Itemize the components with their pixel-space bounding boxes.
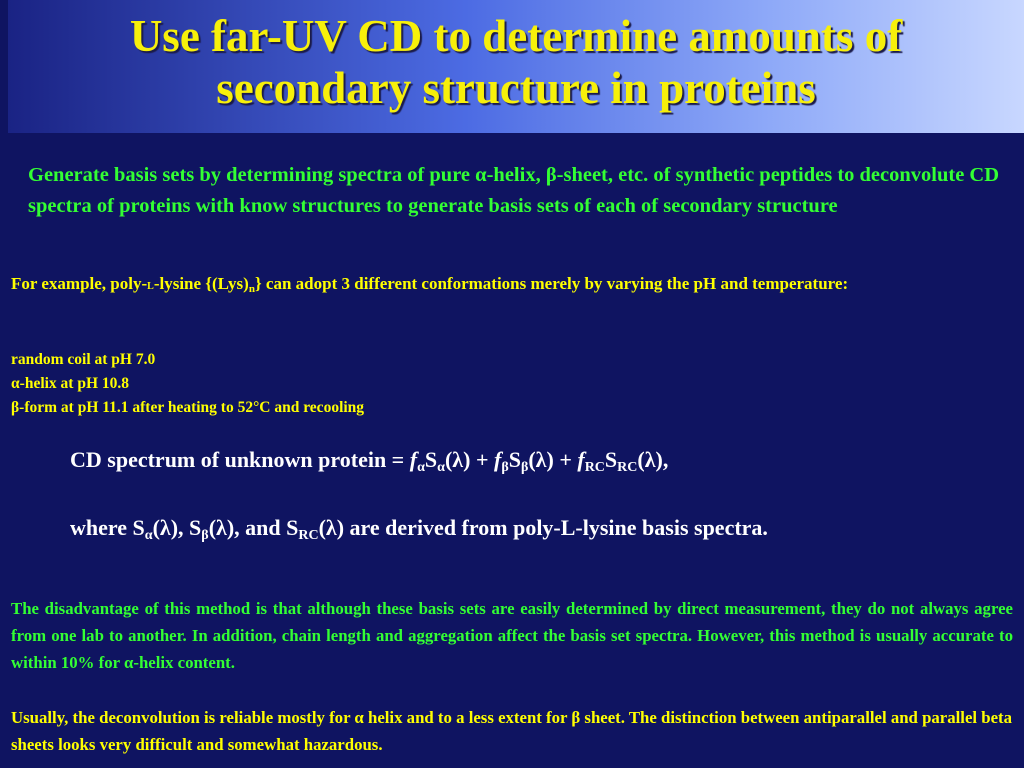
beta-form-item: β-form at pH 11.1 after heating to 52°C and recooling xyxy=(11,399,365,416)
beta-symbol: β xyxy=(545,164,557,186)
disadvantage-paragraph: The disadvantage of this method is that although these basis sets are easily determined by direct measurement, they do not always agree from one lab to another. In addition, chain length and aggregation affect the basis set spectra. However, this method is usually accurate to within 10% for α-helix content. xyxy=(11,599,1013,672)
example-paragraph xyxy=(11,270,1011,301)
example-text-1: For example, poly- xyxy=(11,274,148,293)
n-subscript: n xyxy=(248,283,255,295)
deconvolution-equation: CD spectrum of unknown protein = $f_\alpha S_\alpha(\lambda) + f_\beta S_\beta(\lambda) + f_{RC}S_{RC}(\lambda)$, xyxy=(70,447,669,475)
equation-lhs: CD spectrum of unknown protein = xyxy=(70,447,410,472)
title-line-2: secondary structure in proteins xyxy=(216,63,816,113)
reliability-paragraph: Usually, the deconvolution is reliable mostly for α helix and to a less extent for β sheet. The distinction between antiparallel and parallel beta sheets looks very difficult and somewhat hazardous. xyxy=(11,708,1013,754)
l-small-caps: L xyxy=(147,281,154,292)
title-line-1: Use far-UV CD to determine amounts of xyxy=(129,11,903,61)
beta-symbol: β xyxy=(571,708,581,727)
random-coil-item: random coil at pH 7.0 xyxy=(11,351,156,368)
intro-text-1: Generate basis sets by determining spectra of pure xyxy=(28,164,476,186)
example-text-3: } can adopt 3 different conformations merely by varying the pH and temperature: xyxy=(254,274,849,293)
intro-paragraph xyxy=(28,160,1018,222)
slide-title xyxy=(8,10,1024,114)
intro-text-3: -sheet, etc. of synthetic peptides to deconvolute CD spectra of proteins with know structures to generate basis sets of each of secondary structure xyxy=(28,164,1000,217)
alpha-symbol: α xyxy=(123,653,134,672)
intro-text-2: -helix, xyxy=(486,164,546,186)
where-statement: where $S_\alpha(\lambda)$, $S_\beta(\lambda)$, and $S_{RC}(\lambda)$ are derived from poly-L-lysine basis spectra. xyxy=(70,515,768,543)
alpha-symbol: α xyxy=(475,164,487,186)
example-text-2: -lysine {(Lys) xyxy=(153,274,249,293)
conformation-list xyxy=(11,348,711,420)
alpha-symbol: α xyxy=(354,708,364,727)
alpha-helix-item: α-helix at pH 10.8 xyxy=(11,375,130,392)
